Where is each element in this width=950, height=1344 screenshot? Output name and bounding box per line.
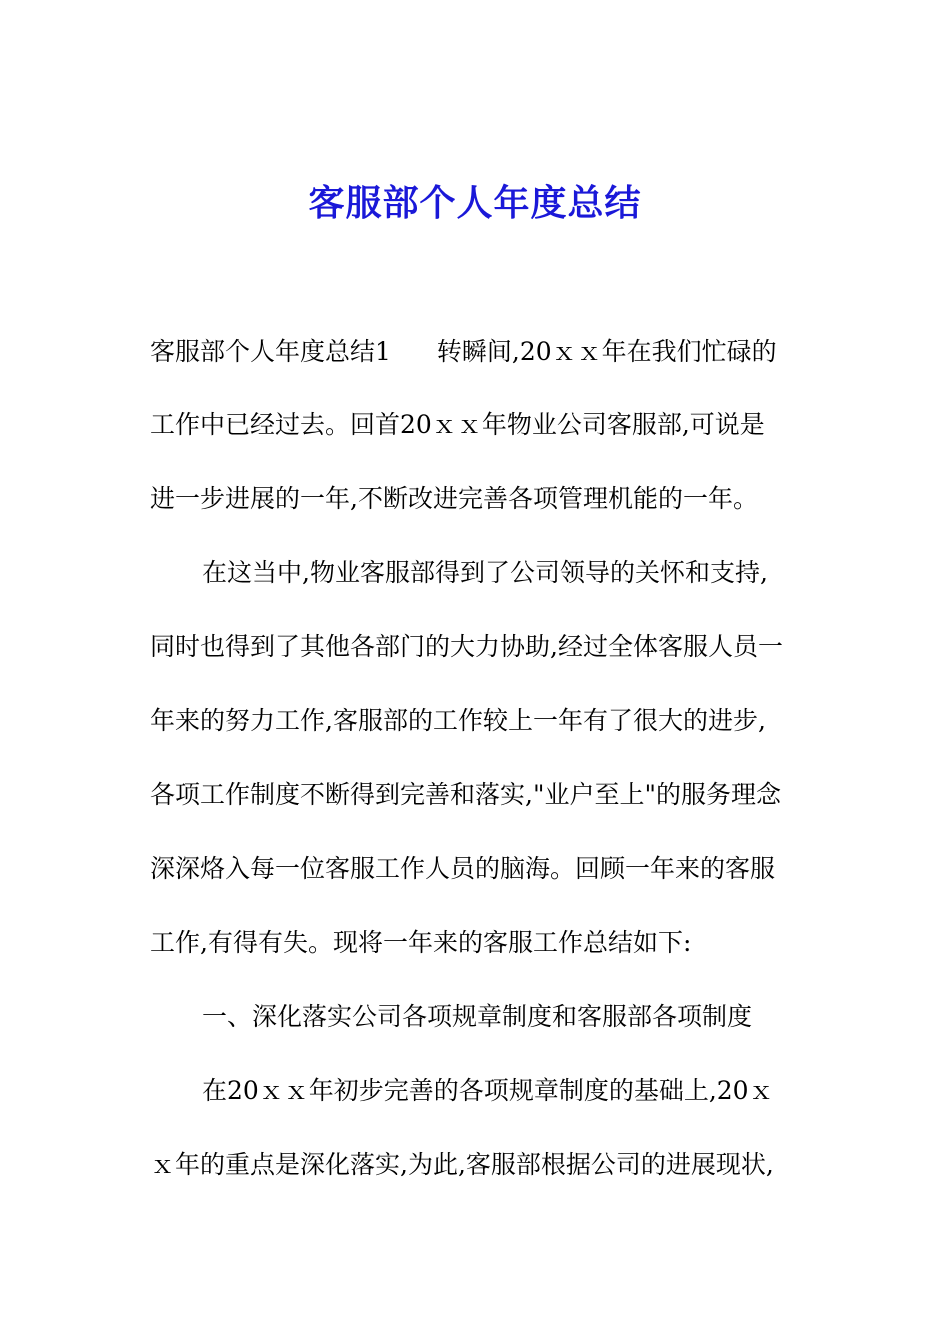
text-line-6: 年来的努力工作,客服部的工作较上一年有了很大的进步, <box>150 706 766 735</box>
line-text: 转瞬间,20ｘｘ年在我们忙碌的 <box>436 337 777 366</box>
text-line-7: 各项工作制度不断得到完善和落实,"业户至上"的服务理念 <box>150 780 781 809</box>
text-line-9: 工作,有得有失。现将一年来的客服工作总结如下: <box>150 928 692 957</box>
document-title: 客服部个人年度总结 <box>308 182 642 224</box>
text-line-11: 在20ｘｘ年初步完善的各项规章制度的基础上,20ｘ <box>202 1076 774 1105</box>
text-line-4: 在这当中,物业客服部得到了公司领导的关怀和支持, <box>202 558 768 587</box>
text-line-2: 工作中已经过去。回首20ｘｘ年物业公司客服部,可说是 <box>150 410 765 439</box>
text-line-3: 进一步进展的一年,不断改进完善各项管理机能的一年。 <box>150 484 758 513</box>
text-line-8: 深深烙入每一位客服工作人员的脑海。回顾一年来的客服 <box>150 854 776 883</box>
text-line-10: 一、深化落实公司各项规章制度和客服部各项制度 <box>202 1002 753 1031</box>
section-heading: 客服部个人年度总结1 <box>150 337 391 366</box>
text-line-12: ｘ年的重点是深化落实,为此,客服部根据公司的进展现状, <box>150 1150 774 1179</box>
text-line-5: 同时也得到了其他各部门的大力协助,经过全体客服人员一 <box>150 632 783 661</box>
text-line-1 <box>150 332 810 372</box>
